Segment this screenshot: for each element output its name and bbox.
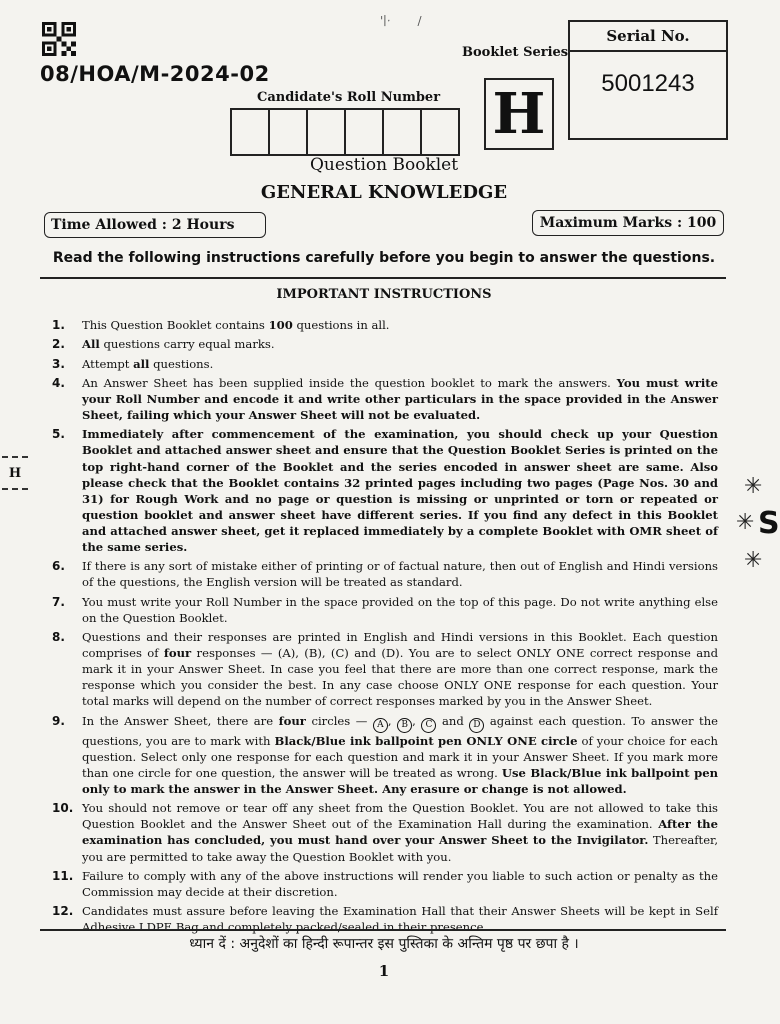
instructions-title: IMPORTANT INSTRUCTIONS (276, 287, 492, 302)
bold-text: four (163, 646, 192, 661)
roll-digit-box (346, 110, 384, 154)
instruction-item (52, 317, 718, 333)
maximum-marks: Maximum Marks : 100 (532, 210, 724, 236)
text: , (387, 713, 398, 728)
instruction-item (52, 558, 718, 590)
instruction-item (52, 336, 718, 352)
asterisk-icon: ✳ (736, 510, 755, 535)
instruction-text (82, 629, 718, 709)
instruction-text (82, 868, 718, 900)
serial-number-label: Serial No. (570, 22, 726, 52)
bold-text: You must write your Roll Number and encode it and write other particulars in the space provided in the Answer Sheet, failing which your Answer Sheet will not be evaluated. (82, 375, 718, 423)
text: circles — (305, 713, 373, 728)
serial-number-value: 5001243 (601, 70, 695, 97)
instruction-item (52, 426, 718, 555)
instruction-number: 3. (52, 356, 65, 371)
text: Questions and their responses are printed in English and Hindi versions in this Booklet. Each question comprises of (82, 630, 718, 661)
instruction-item (52, 868, 718, 900)
option-circle: B (397, 718, 412, 733)
bold-text: 100 (268, 318, 293, 332)
text: This Question Booklet contains (82, 318, 269, 332)
asterisk-icon: ✳ (744, 474, 763, 499)
roll-number-boxes (230, 108, 460, 156)
text: questions. (149, 356, 214, 371)
instruction-number: 2. (52, 337, 65, 352)
qr-code-icon (42, 22, 76, 56)
instruction-number: 4. (52, 375, 65, 390)
instruction-text (82, 426, 718, 555)
text: In the Answer Sheet, there are (82, 713, 279, 728)
asterisk-icon: ✳ (744, 548, 763, 573)
bold-text: Immediately after commencement of the examination, you should check up your Question Booklet and attached answer sheet and ensure that the Question Booklet Series is printed on the top right-hand corner of the Booklet and the series encoded in answer sheet are same. Also please check that the Booklet contains 32 printed pages including two pages (Page Nos. 30 and 31) for Rough Work and no page or question is missing or unprinted or torn or repeated or question booklet and answer sheet have different series. If you find any defect in this Booklet and attached answer sheet, get it replaced immediately by a complete Booklet with OMR sheet of the same series. (82, 427, 718, 554)
bold-text: All (82, 337, 100, 352)
divider (40, 929, 726, 931)
instruction-text (82, 375, 718, 423)
instructions-list (52, 317, 718, 939)
serial-number-box (568, 20, 728, 140)
edge-letter: S (758, 506, 780, 541)
instruction-number: 12. (52, 904, 74, 919)
hindi-note: ध्यान दें : अनुदेशों का हिन्दी रूपान्तर इस पुस्तिका के अन्तिम पृष्ठ पर छपा है । (189, 936, 579, 952)
paper-code: 08/HOA/M-2024-02 (40, 62, 270, 86)
text: questions in all. (292, 318, 390, 332)
roll-digit-box (308, 110, 346, 154)
roll-digit-box (384, 110, 422, 154)
text: You should not remove or tear off any sheet from the Question Booklet. You are not allowed to take this Question Booklet and the Answer Sheet out of the Examination Hall during the examination. (82, 801, 718, 832)
instruction-item (52, 375, 718, 423)
text: If there is any sort of mistake either of printing or of factual nature, then out of English and Hindi versions of the questions, the English version will be treated as standard. (82, 559, 718, 590)
subject-title: GENERAL KNOWLEDGE (260, 182, 508, 203)
instruction-item (52, 356, 718, 372)
bold-text: Use Black/Blue ink ballpoint pen only to mark the answer in the Answer Sheet. Any erasure or change is not allowed. (82, 765, 718, 796)
instruction-item (52, 713, 718, 797)
booklet-series-letter: H (484, 78, 554, 150)
text: An Answer Sheet has been supplied inside the question booklet to mark the answers. (82, 375, 617, 390)
bold-text: all (133, 356, 150, 371)
instruction-text (82, 594, 718, 626)
instruction-item (52, 800, 718, 864)
divider (40, 277, 726, 279)
text: responses — (A), (B), (C) and (D). You are to select ONLY ONE correct response and mark it in your Answer Sheet. In case you feel that there are more than one correct response, mark the response which you consider the best. In any case choose ONLY ONE response for each question. Your total marks will depend on the number of correct responses marked by you in the Answer Sheet. (82, 646, 719, 709)
instruction-number: 6. (52, 559, 65, 574)
instruction-text (82, 317, 718, 333)
instruction-text (82, 713, 718, 797)
instruction-number: 9. (52, 713, 65, 728)
bold-text: After the examination has concluded, you must hand over your Answer Sheet to the Invigilator. (82, 817, 718, 848)
read-instructions-line: Read the following instructions carefully before you begin to answer the questions. (52, 250, 716, 266)
option-circle: C (421, 718, 436, 733)
roll-digit-box (270, 110, 308, 154)
bold-text: four (278, 713, 306, 728)
text: questions carry equal marks. (99, 337, 275, 352)
instruction-number: 11. (52, 868, 74, 883)
instruction-number: 8. (52, 630, 65, 644)
page-number: 1 (378, 962, 390, 980)
text: You must write your Roll Number in the space provided on the top of this page. Do not write anything else on the Question Booklet. (82, 594, 718, 625)
instruction-number: 5. (52, 427, 65, 442)
roll-number-label: Candidate's Roll Number (257, 90, 441, 105)
text: Attempt (82, 356, 134, 371)
text: against each question. To answer the questions, you are to mark with (82, 713, 719, 748)
option-circle: D (469, 718, 484, 733)
instruction-item (52, 629, 718, 709)
instruction-text (82, 356, 718, 372)
text: Thereafter, you are permitted to take away the Question Booklet with you. (82, 833, 719, 864)
stray-mark: '∣ˑ / (380, 14, 422, 28)
text: of your choice for each question. Select only one response for each question and mark it in your Answer Sheet. If you mark more than one circle for one question, the answer will be treated as wrong. (82, 733, 718, 780)
roll-digit-box (422, 110, 458, 154)
bold-text: Black/Blue ink ballpoint pen ONLY ONE circle (274, 733, 578, 748)
text: , (412, 713, 422, 728)
text: Failure to comply with any of the above instructions will render you liable to such action or penalty as the Commission may decide at their discretion. (82, 868, 718, 899)
side-series-marker: H (2, 456, 28, 490)
booklet-series-label: Booklet Series (462, 45, 569, 60)
instruction-item (52, 594, 718, 626)
option-circle: A (373, 718, 388, 733)
instruction-number: 1. (52, 318, 65, 332)
text: Candidates must assure before leaving the Examination Hall that their Answer Sheets will be kept in Self Adhesive LDPE Bag and completely packed/sealed in their presence. (82, 904, 718, 935)
instruction-text (82, 558, 718, 590)
roll-digit-box (232, 110, 270, 154)
text: and (436, 713, 470, 728)
instruction-text (82, 800, 718, 864)
booklet-title: Question Booklet (309, 155, 459, 175)
instruction-number: 7. (52, 594, 65, 609)
instruction-text (82, 336, 718, 352)
instruction-number: 10. (52, 801, 74, 816)
time-allowed: Time Allowed : 2 Hours (44, 212, 266, 238)
